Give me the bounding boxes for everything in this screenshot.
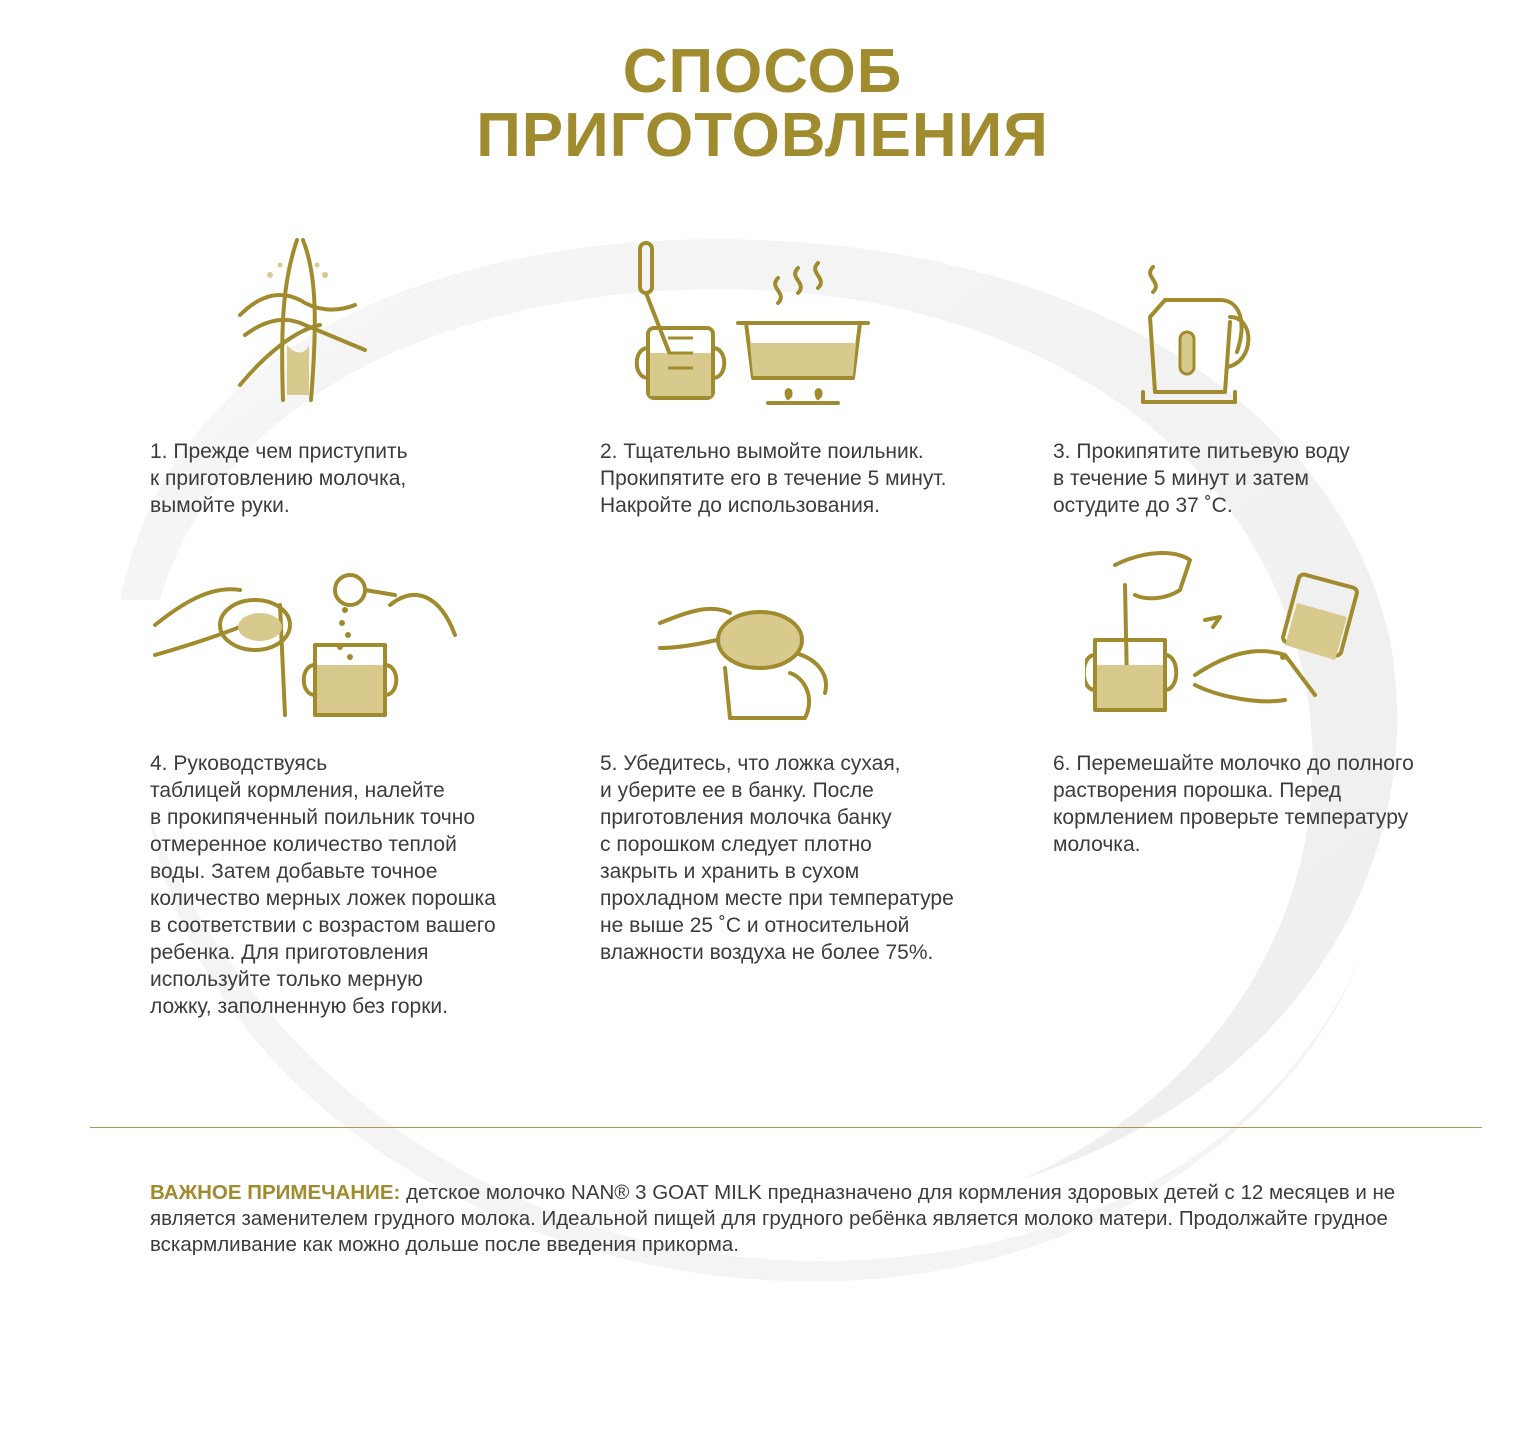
step-3-text: 3. Прокипятите питьевую воду в течение 5 минут и затем остудите до 37 ˚С.: [1053, 440, 1350, 517]
step-6-text: 6. Перемешайте молочко до полного растворения порошка. Перед кормлением проверьте температуру молочка.: [1053, 752, 1414, 856]
stir-and-test-icon: [1085, 545, 1365, 720]
page-title-line-1: СПОСОБ: [622, 37, 903, 106]
measure-powder-icon: [150, 565, 460, 720]
divider: [90, 1127, 1482, 1128]
important-note: [150, 1180, 1410, 1258]
page-title-line-2: ПРИГОТОВЛЕНИЯ: [476, 101, 1049, 170]
sterilize-cup-icon: [628, 238, 878, 408]
close-can-icon: [655, 598, 840, 723]
step-4-text: 4. Руководствуясь таблицей кормления, налейте в прокипяченный поильник точно отмеренное количество теплой воды. Затем добавьте точное количество мерных ложек порошка в соответствии с возрастом вашего ребенка. Для приготовления используйте только мерную ложку, заполненную без горки.: [150, 752, 496, 1018]
important-note-text: детское молочко NAN® 3 GOAT MILK предназначено для кормления здоровых детей с 12 месяцев и не является заменителем грудного молока. Идеальной пищей для грудного ребёнка является молоко матери. Продолжайте грудное вскармливание как можно дольше после введения прикорма.: [150, 1181, 1396, 1256]
step-5-text: 5. Убедитесь, что ложка сухая, и уберите ее в банку. После приготовления молочка банку с порошком следует плотно закрыть и хранить в сухом прохладном месте при температуре не выше 25 ˚С и относительной влажности воздуха не более 75%.: [600, 752, 954, 964]
important-note-label: ВАЖНОЕ ПРИМЕЧАНИЕ:: [150, 1181, 401, 1204]
kettle-icon: [1135, 262, 1260, 412]
step-2-text: 2. Тщательно вымойте поильник. Прокипятите его в течение 5 минут. Накройте до использования.: [600, 440, 947, 517]
step-1-text: 1. Прежде чем приступить к приготовлению молочка, вымойте руки.: [150, 440, 408, 517]
wash-hands-icon: [225, 235, 385, 405]
